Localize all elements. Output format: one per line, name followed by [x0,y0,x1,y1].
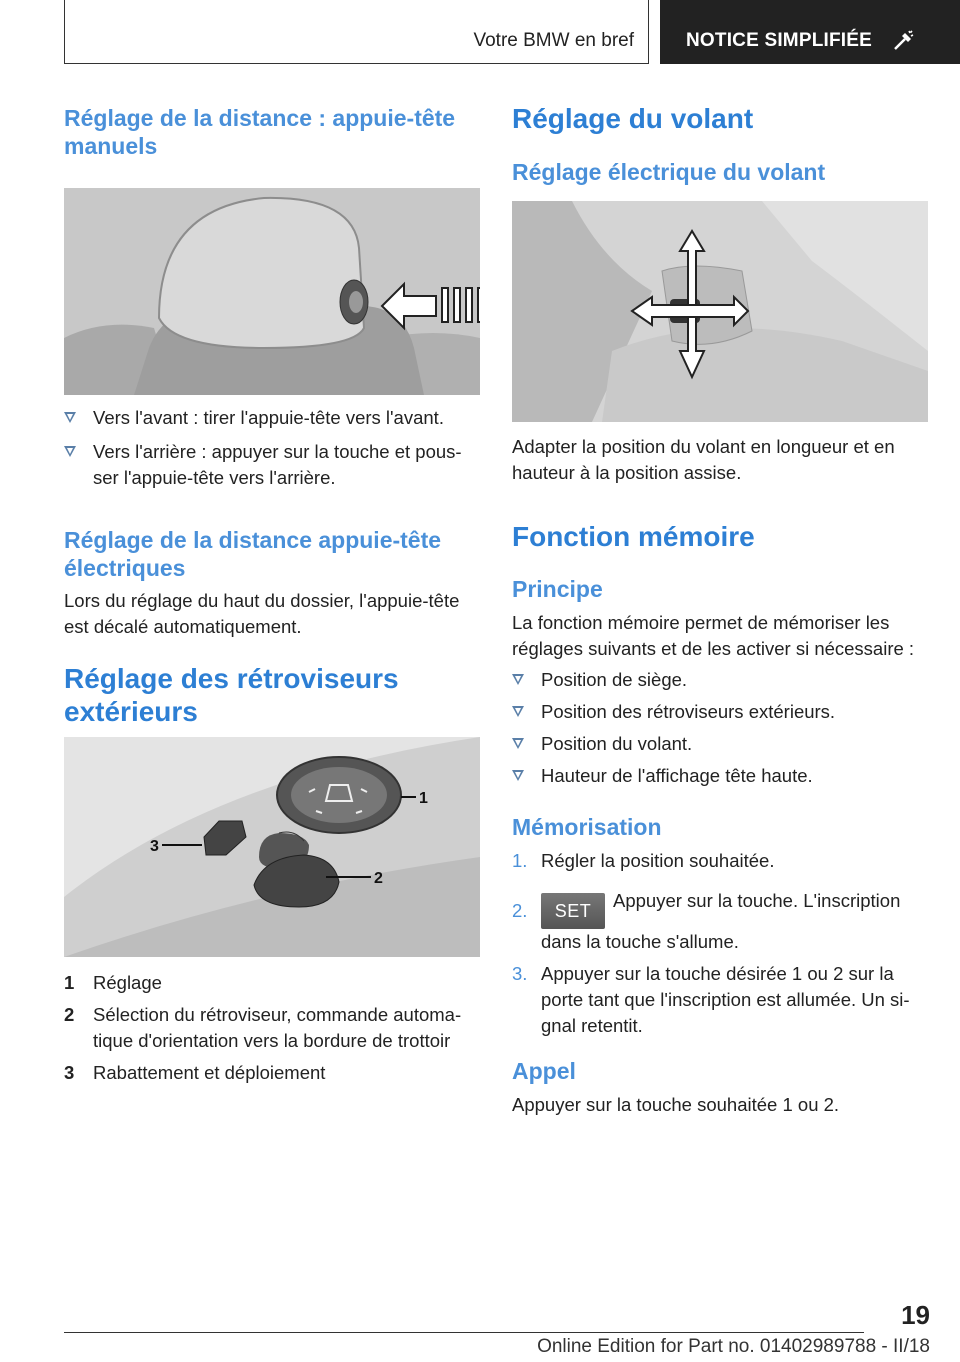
page-number: 19 [901,1300,930,1330]
volant-text: Adapter la position du volant en longueur et en hauteur à la position assise. [512,436,895,483]
mirror-legend [64,970,480,1086]
callout-1: 1 [419,790,428,807]
electric-text: Lors du réglage du haut du dossier, l'appuie-tête est décalé automatiquement. [64,590,460,637]
footer-edition: Online Edition for Part no. 01402989788 - II/18 [537,1336,930,1357]
footer-divider [64,1332,864,1333]
mirror-controls-image [64,737,480,957]
heading-principe: Principe [512,576,603,602]
heading-mirrors: Réglage des rétroviseurs extérieurs [64,663,399,727]
legend-item: 2 Sélection du rétroviseur, commande automa-tique d'orientation vers la bordure de trottoir [64,1004,462,1051]
quick-guide-icon [892,28,916,52]
heading-distance-electric: Réglage de la distance appuie-tête électriques [64,527,442,581]
bullet-triangle-icon [64,446,76,457]
heading-distance-manual: Réglage de la distance : appuie-tête manuels [64,105,456,159]
list-item: Position des rétroviseurs extérieurs. [512,699,928,725]
principe-text: La fonction mémoire permet de mémoriser les réglages suivants et de les activer si nécessaire : [512,612,915,659]
header-section-box [64,0,649,64]
principe-list [512,667,928,789]
bullet-triangle-icon [512,706,524,717]
heading-memoire: Fonction mémoire [512,521,755,552]
legend-item: 3 Rabattement et déploiement [64,1062,326,1083]
set-button[interactable]: SET [541,893,605,929]
heading-memorisation: Mémorisation [512,814,662,840]
manual-list [64,405,480,491]
memorisation-steps [512,848,928,1039]
heading-volant-electrique: Réglage électrique du volant [512,159,826,185]
heading-volant: Réglage du volant [512,103,754,134]
headrest-image [64,188,480,395]
step-item: 2. SET Appuyer sur la touche. L'inscription dans la touche s'allume. [512,890,901,952]
list-item: Vers l'arrière : appuyer sur la touche et pous-ser l'appuie-tête vers l'arrière. [64,439,480,491]
section-title: Votre BMW en bref [473,30,634,51]
bullet-triangle-icon [64,412,76,423]
list-item: Position de siège. [512,667,928,693]
bullet-triangle-icon [512,674,524,685]
callout-3: 3 [150,838,159,855]
list-item: Position du volant. [512,731,928,757]
steering-column-image [512,201,928,422]
list-item: Hauteur de l'affichage tête haute. [512,763,928,789]
list-item: Vers l'avant : tirer l'appuie-tête vers l'avant. [64,405,480,431]
step-item: 1. Régler la position souhaitée. [512,850,775,871]
bullet-triangle-icon [512,738,524,749]
appel-text: Appuyer sur la touche souhaitée 1 ou 2. [512,1094,840,1115]
heading-appel: Appel [512,1058,576,1084]
legend-item: 1 Réglage [64,972,162,993]
bullet-triangle-icon [512,770,524,781]
badge-label: NOTICE SIMPLIFIÉE [686,30,873,51]
callout-2: 2 [374,870,383,887]
step-item: 3. Appuyer sur la touche désirée 1 ou 2 sur la porte tant que l'inscription est allumée. Un si-gnal retentit. [512,963,910,1036]
header-badge [660,0,960,64]
